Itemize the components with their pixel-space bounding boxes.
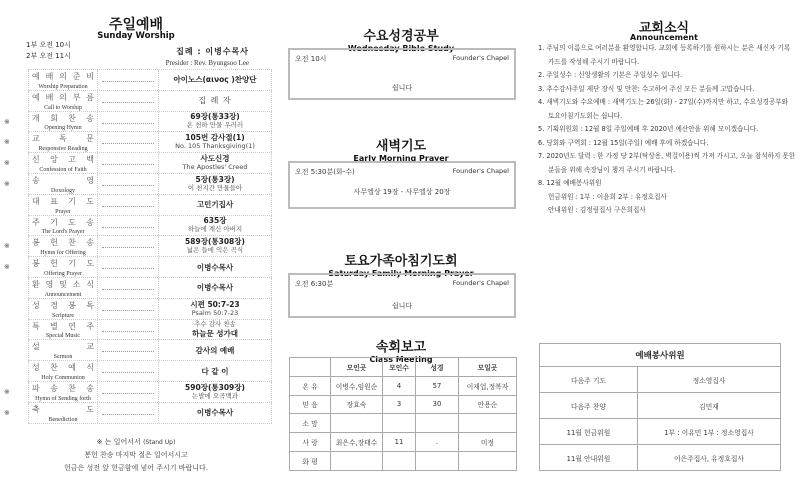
class-meeting-cell: [459, 451, 517, 470]
service-committee-table: [539, 343, 781, 471]
order-item-en: Sermon: [53, 354, 73, 361]
order-item-name: [28, 132, 98, 152]
order-item-ko-char: 찬: [68, 238, 76, 248]
order-item-name: [28, 216, 98, 236]
order-item-ko-char: 특: [32, 321, 40, 331]
class-meeting-table: [289, 357, 517, 471]
class-meeting-cell: 장효숙: [331, 395, 383, 414]
worship-order-row: [4, 153, 272, 174]
dawn-heading: [278, 135, 524, 163]
order-item-ko: [32, 133, 94, 144]
order-item-ko-char: 고: [68, 155, 76, 165]
order-item-ko-char: 도: [86, 259, 94, 269]
order-item-detail: [159, 195, 272, 215]
order-item-en: Scripture: [52, 312, 74, 319]
class-meeting-cell: 이재업,정복자: [459, 376, 517, 395]
order-item-en: Prayer: [55, 208, 71, 215]
order-leader-dots: [98, 195, 159, 215]
service-person: 정소영집사: [638, 367, 781, 393]
worship-order-row: [4, 112, 272, 133]
class-meeting-cell: 3: [383, 395, 416, 414]
class-meeting-row: [290, 376, 517, 395]
order-item-ko-char: 송: [32, 175, 40, 185]
worship-order-row: [28, 361, 272, 382]
announcement-item: 6. 당회와 구역회 : 12월 15일(주일) 예배 후에 하겠습니다.: [538, 138, 709, 147]
order-item-ko: [32, 258, 94, 269]
saturday-place: Founder's Chapel: [452, 279, 509, 287]
order-item-name: [28, 91, 98, 111]
worship-order-row: [28, 216, 272, 237]
order-item-detail: [159, 382, 272, 402]
stand-mark-icon: ※: [4, 242, 10, 251]
order-item-en: Responsive Reading: [38, 146, 88, 153]
wednesday-subtitle: Wednesday Bible Study: [347, 44, 455, 53]
stand-mark-icon: ※: [96, 438, 103, 446]
order-item-en: Special Music: [45, 333, 81, 340]
order-item-ko-char: 경: [50, 300, 58, 310]
order-item-name: [28, 174, 98, 194]
class-meeting-subtitle: Class Meeting: [369, 355, 433, 364]
order-leader-dots: [98, 174, 159, 194]
order-item-name: [28, 403, 98, 423]
order-item-ko: [32, 237, 94, 248]
order-item-sub: 이 천지간 만물들아: [187, 183, 243, 192]
class-meeting-header: 모인수: [383, 358, 416, 377]
order-item-main: 5장(통3장): [195, 174, 235, 184]
stand-note-en: (Stand Up): [143, 439, 176, 446]
order-item-ko-char: 앙: [50, 155, 58, 165]
order-item-sub: 온 천하 만물 우러러: [186, 121, 244, 130]
stand-mark-icon: ※: [4, 263, 10, 272]
order-leader-dots: [98, 361, 159, 381]
order-item-name: [28, 340, 98, 360]
order-item-ko-char: 도: [86, 196, 94, 206]
dawn-title: 새벽기도: [375, 139, 427, 154]
class-meeting-row: [290, 414, 517, 433]
worship-order-row: [4, 236, 272, 257]
order-leader-dots: [98, 257, 159, 277]
dawn-time: 오전 5:30분(화-수): [295, 168, 355, 176]
presider-ko: 집례 : 이병수목사: [176, 47, 249, 56]
order-item-ko: [32, 154, 94, 165]
announcement-item: 1. 주님의 이름으로 여러분을 환영합니다. 교회에 등록하기를 원하시는 분은 새신자 기록카드를 작성해 주시기 바랍니다.: [538, 44, 791, 66]
wednesday-place: Founder's Chapel: [452, 54, 509, 62]
order-leader-dots: [98, 70, 159, 90]
order-item-detail: [159, 361, 272, 381]
order-item-main: 하늘문 성가대: [191, 329, 239, 339]
class-meeting-cell: 30: [416, 395, 459, 414]
worship-order-row: [4, 257, 272, 278]
service-committee-row: [540, 419, 781, 445]
order-item-ko-char: 백: [86, 155, 94, 165]
order-item-ko-char: 주: [86, 321, 94, 331]
service-committee-row: [540, 367, 781, 393]
saturday-box: [288, 273, 516, 318]
order-item-detail: [159, 112, 272, 132]
order-item-ko-char: 송: [86, 238, 94, 248]
class-meeting-cell: 화 평: [290, 451, 331, 470]
order-item-ko-char: 의: [59, 72, 67, 81]
order-item-detail: [159, 70, 272, 90]
order-item-ko: [32, 279, 94, 290]
worship-order-row: [28, 195, 272, 216]
stand-mark-icon: ※: [4, 387, 10, 396]
class-meeting-cell: [331, 414, 383, 433]
class-meeting-cell: 소 망: [290, 414, 331, 433]
order-item-ko-char: 배: [45, 92, 54, 102]
order-item-ko-char: 예: [32, 92, 40, 102]
dawn-subtitle: Early Morning Prayer: [353, 154, 449, 163]
order-item-ko-char: 영: [86, 175, 94, 185]
order-item-ko: [32, 362, 94, 373]
announcement-item: 5. 기획위원회 : 12월 8일 주일예배 후 2020년 예산안을 위해 모이겠습니다.: [538, 125, 759, 133]
announcement-subtitle: Announcement: [630, 33, 698, 42]
order-item-ko-char: 비: [86, 72, 94, 81]
worship-order-row: [4, 132, 272, 153]
order-leader-dots: [98, 236, 159, 256]
order-item-ko-char: 소: [72, 279, 81, 289]
order-item-main: 105번 감사절(1): [185, 133, 245, 143]
class-meeting-header: 성경: [416, 358, 459, 377]
order-item-main: 아이노스(αινος )찬양단: [173, 75, 257, 85]
order-item-ko-char: 개: [32, 113, 40, 123]
service-person: 1부 : 이유민 1부 : 정소영집사: [638, 419, 781, 445]
class-meeting-cell: 사 랑: [290, 433, 331, 452]
order-item-ko-char: 대: [32, 196, 40, 206]
worship-order-row: [28, 299, 272, 320]
order-item-ko-char: 준: [72, 72, 81, 81]
worship-order-row: [28, 320, 272, 341]
saturday-title: 토요가족아침기도회: [344, 254, 458, 269]
order-item-ko-char: 헌: [50, 238, 58, 248]
order-leader-dots: [98, 112, 159, 132]
class-meeting-header: [290, 358, 331, 377]
order-item-name: [28, 195, 98, 215]
order-item-en: Confession of Faith: [39, 166, 87, 173]
order-item-main: 635장: [203, 216, 227, 226]
worship-order-row: [4, 403, 272, 424]
order-leader-dots: [98, 320, 159, 340]
order-item-ko-char: 찬: [68, 383, 76, 393]
order-leader-dots: [98, 153, 159, 173]
order-item-en: The Lord's Prayer: [41, 229, 85, 236]
worship-order-row: [28, 340, 272, 361]
stand-mark-icon: ※: [4, 408, 10, 417]
order-item-ko-char: 식: [86, 363, 94, 373]
order-item-detail: [159, 132, 272, 152]
order-item-main: 고민기집사: [196, 200, 234, 210]
order-item-ko-char: 부: [72, 92, 81, 102]
order-item-ko-char: 성: [32, 300, 40, 310]
class-meeting-cell: [416, 451, 459, 470]
worship-order-row: [28, 70, 272, 91]
order-item-ko: [32, 300, 94, 311]
order-item-name: [28, 320, 98, 340]
stand-mark-icon: ※: [4, 138, 10, 147]
class-meeting-cell: .: [416, 433, 459, 452]
order-item-ko-char: 의: [59, 92, 67, 102]
order-item-ko: [32, 175, 94, 186]
order-item-detail: [159, 216, 272, 236]
order-item-en: Hymn for Offering: [40, 250, 86, 257]
order-item-main: 589장(통308장): [185, 237, 245, 247]
order-item-ko-char: 별: [50, 321, 58, 331]
order-item-name: [28, 257, 98, 277]
class-meeting-row: [290, 433, 517, 452]
order-item-ko-char: 교: [32, 134, 40, 144]
order-item-ko: [32, 71, 94, 82]
order-item-ko-char: 송: [86, 113, 94, 123]
service-role: 다음주 기도: [540, 367, 638, 393]
wednesday-note: 쉽니다: [391, 84, 413, 92]
order-item-ko-char: 봉: [32, 238, 40, 248]
dawn-box: [288, 161, 516, 209]
saturday-note: 쉽니다: [391, 302, 413, 310]
order-item-sub: The Apostles' Creed: [182, 163, 248, 172]
announcement-item: 7. 2020년도 달력 : 한 가정 당 2부(탁상용, 벽걸이용)씩 가져 가시고, 오늘 참석하지 못한 분들을 위해 속장님이 챙겨 주시기 바랍니다.: [538, 152, 796, 174]
class-meeting-row: [290, 451, 517, 470]
service-time-1: 1부 오전 10시: [26, 41, 71, 49]
order-item-ko-char: 기: [68, 259, 76, 269]
order-item-en: Offering Prayer: [44, 270, 82, 277]
announcement-list: [538, 42, 796, 218]
order-leader-dots: [98, 216, 159, 236]
order-item-en: Benediction: [48, 416, 78, 423]
order-leader-dots: [98, 382, 159, 402]
order-item-ko-char: 찬: [68, 113, 76, 123]
order-item-sub: 추수 감사 찬송: [194, 320, 236, 329]
order-item-name: [28, 153, 98, 173]
order-item-name: [28, 278, 98, 298]
order-item-ko-char: 봉: [32, 259, 40, 269]
order-item-main: 이병수목사: [196, 408, 234, 418]
order-item-name: [28, 361, 98, 381]
order-item-ko-char: 식: [86, 279, 94, 289]
class-meeting-cell: [383, 414, 416, 433]
order-item-sub: 집 례 자: [198, 96, 232, 106]
order-item-name: [28, 382, 98, 402]
order-item-sub: 논밭에 오곡백과: [191, 391, 239, 400]
order-item-ko-char: 문: [86, 134, 94, 144]
service-person: 이은주집사, 유정호집사: [638, 445, 781, 471]
service-committee-row: [540, 393, 781, 419]
class-meeting-title: 속회보고: [375, 340, 427, 355]
class-meeting-cell: 11: [383, 433, 416, 452]
order-item-ko-char: 기: [68, 196, 76, 206]
class-meeting-cell: [416, 414, 459, 433]
order-item-main: 다 같 이: [201, 366, 229, 376]
order-item-ko: [32, 196, 94, 207]
class-meeting-cell: 57: [416, 376, 459, 395]
order-item-en: Holy Communion: [41, 374, 85, 381]
order-item-sub: 하늘에 계신 아버지: [187, 225, 243, 234]
order-leader-dots: [98, 403, 159, 423]
service-time-2: 2부 오전 11시: [26, 52, 71, 60]
class-meeting-header: 모일곳: [459, 358, 517, 377]
announcement-item: 8. 12월 예배봉사위원: [538, 179, 602, 187]
stand-mark-icon: ※: [4, 159, 10, 168]
order-item-ko-char: 회: [50, 113, 58, 123]
class-meeting-cell: 최은수,장태수: [331, 433, 383, 452]
announcement-item: 4. 새벽기도와 수요예배 : 새벽기도는 26일(화) - 27일(수)까지만 하고, 수요성경공부와 토요아침기도회는 쉽니다.: [538, 98, 789, 120]
order-item-name: [28, 236, 98, 256]
order-item-ko: [32, 341, 94, 352]
order-item-ko-char: 배: [45, 72, 54, 81]
order-item-ko-char: 송: [86, 217, 94, 227]
order-item-ko-char: 영: [45, 279, 54, 289]
announcement-sub-item: 헌금위원 : 1부 : 이윤희 2부 : 유정호집사: [548, 192, 667, 201]
worship-order-row: [4, 382, 272, 403]
order-item-name: [28, 70, 98, 90]
order-item-ko: [32, 113, 94, 124]
service-committee-row: [540, 445, 781, 471]
class-meeting-header: 모인곳: [331, 358, 383, 377]
order-item-detail: [159, 403, 272, 423]
dawn-note: 사무엘상 19장 - 사무엘상 20장: [353, 188, 451, 196]
announcement-title: 교회소식: [638, 21, 690, 36]
order-of-worship: [4, 69, 272, 424]
order-item-name: [28, 299, 98, 319]
order-item-en: Announcement: [44, 291, 82, 298]
order-item-ko-char: 주: [32, 217, 40, 227]
order-item-ko-char: 봉: [68, 300, 76, 310]
class-meeting-cell: [383, 451, 416, 470]
order-item-detail: [159, 236, 272, 256]
order-item-ko-char: 기: [50, 217, 58, 227]
order-item-ko-char: 름: [86, 92, 94, 102]
sunday-title: 주일예배: [108, 17, 164, 33]
service-role: 11월 헌금위원: [540, 419, 638, 445]
order-item-ko: [32, 92, 94, 103]
service-role: 다음주 찬양: [540, 393, 638, 419]
order-item-detail: [159, 299, 272, 319]
order-item-main: 시편 50:7-23: [190, 299, 240, 309]
order-item-detail: [159, 153, 272, 173]
wednesday-box: [288, 48, 516, 100]
class-meeting-cell: [331, 451, 383, 470]
order-item-ko-char: 도: [86, 404, 94, 414]
saturday-subtitle: Saturday Family Morning Prayer: [328, 269, 474, 278]
order-item-ko-char: 환: [32, 279, 40, 289]
service-person: 김민재: [638, 393, 781, 419]
class-meeting-cell: 미정: [459, 433, 517, 452]
order-item-main: 감사의 예배: [195, 345, 235, 355]
order-item-sub: 넓은 들에 익은 곡식: [186, 246, 244, 255]
order-item-ko: [32, 383, 94, 394]
order-item-ko-char: 및: [59, 279, 67, 289]
order-item-en: Worship Preparation: [38, 83, 88, 90]
order-item-sub: Psalm 50:7-23: [191, 308, 239, 317]
order-item-main: 69장(통33장): [190, 112, 240, 122]
order-item-ko: [32, 321, 94, 332]
presider-en: Presider : Rev. Byungsoo Lee: [165, 59, 249, 67]
class-meeting-cell: 믿 음: [290, 395, 331, 414]
order-item-ko-char: 송: [86, 383, 94, 393]
worship-order-row: [4, 174, 272, 195]
announcement-item: 3. 추수감사주일 제단 장식 및 만찬: 수고하여 주신 모든 분들께 고맙습니다.: [538, 84, 755, 93]
order-item-detail: [159, 91, 272, 111]
order-item-ko-char: 연: [68, 321, 76, 331]
service-committee-title: 예배봉사위원: [540, 344, 781, 367]
order-item-main: 사도신경: [200, 154, 230, 164]
order-item-en: Hymn of Sending forth: [35, 395, 91, 402]
order-item-detail: [159, 278, 272, 298]
class-meeting-row: [290, 395, 517, 414]
order-item-main: 이병수목사: [196, 283, 234, 293]
class-meeting-cell: 이병수,임원순: [331, 376, 383, 395]
order-item-ko-char: 성: [32, 363, 40, 373]
order-item-ko-char: 파: [32, 383, 40, 393]
offering-note-2: 헌금은 성전 앞 헌금함에 넣어 주시기 바랍니다.: [63, 464, 209, 472]
order-item-ko-char: 표: [50, 196, 58, 206]
dawn-place: Founder's Chapel: [452, 167, 509, 175]
offering-note-1: 봉헌 찬송 마지막 절은 일어서시고: [84, 451, 188, 459]
order-item-ko-char: 헌: [50, 259, 58, 269]
order-item-ko-char: 교: [86, 342, 94, 352]
order-item-ko-char: 신: [32, 155, 40, 165]
announcement-sub-item: 안내위원 : 김정림집사 구은희집사: [548, 206, 646, 214]
class-meeting-cell: [459, 414, 517, 433]
class-meeting-cell: 안용순: [459, 395, 517, 414]
order-item-main: 이병수목사: [196, 262, 234, 272]
order-item-ko: [32, 217, 94, 228]
order-item-ko-char: 도: [68, 217, 76, 227]
sunday-subtitle: Sunday Worship: [97, 31, 175, 41]
order-item-main: 590장(통309장): [185, 382, 245, 392]
stand-note-text: 는 일어서서: [104, 438, 141, 446]
stand-mark-icon: ※: [4, 117, 10, 126]
order-item-ko-char: 독: [86, 300, 94, 310]
wednesday-title: 수요성경공부: [363, 29, 439, 44]
order-item-ko: [32, 404, 94, 415]
announcement-item: 2. 주일성수 : 신앙생활의 기본은 주일성수 입니다.: [538, 71, 683, 79]
order-item-ko-char: 축: [32, 404, 40, 414]
class-meeting-cell: 온 유: [290, 376, 331, 395]
stand-mark-icon: ※: [4, 179, 10, 188]
order-item-ko-char: 예: [32, 72, 40, 81]
order-leader-dots: [98, 132, 159, 152]
order-item-ko-char: 찬: [50, 363, 58, 373]
order-item-ko-char: 독: [59, 134, 67, 144]
order-item-ko-char: 설: [32, 342, 40, 352]
order-item-sub: No. 105 Thanksgiving(1): [175, 142, 255, 151]
order-item-en: Opening Hymn: [44, 125, 82, 132]
class-meeting-cell: 4: [383, 376, 416, 395]
order-leader-dots: [98, 340, 159, 360]
order-item-detail: [159, 257, 272, 277]
order-item-en: Doxology: [51, 187, 75, 194]
order-leader-dots: [98, 91, 159, 111]
wednesday-time: 오전 10시: [295, 55, 327, 63]
order-item-detail: [159, 174, 272, 194]
order-item-detail: [159, 320, 272, 340]
order-leader-dots: [98, 278, 159, 298]
order-item-ko-char: 송: [50, 383, 58, 393]
service-role: 11월 안내위원: [540, 445, 638, 471]
order-leader-dots: [98, 299, 159, 319]
order-item-name: [28, 112, 98, 132]
worship-order-row: [28, 278, 272, 299]
worship-order-row: [28, 91, 272, 112]
order-item-detail: [159, 340, 272, 360]
stand-note: [0, 437, 272, 447]
saturday-time: 오전 6:30분: [295, 280, 334, 288]
order-item-en: Call to Worship: [44, 104, 82, 111]
order-item-ko-char: 예: [68, 363, 76, 373]
